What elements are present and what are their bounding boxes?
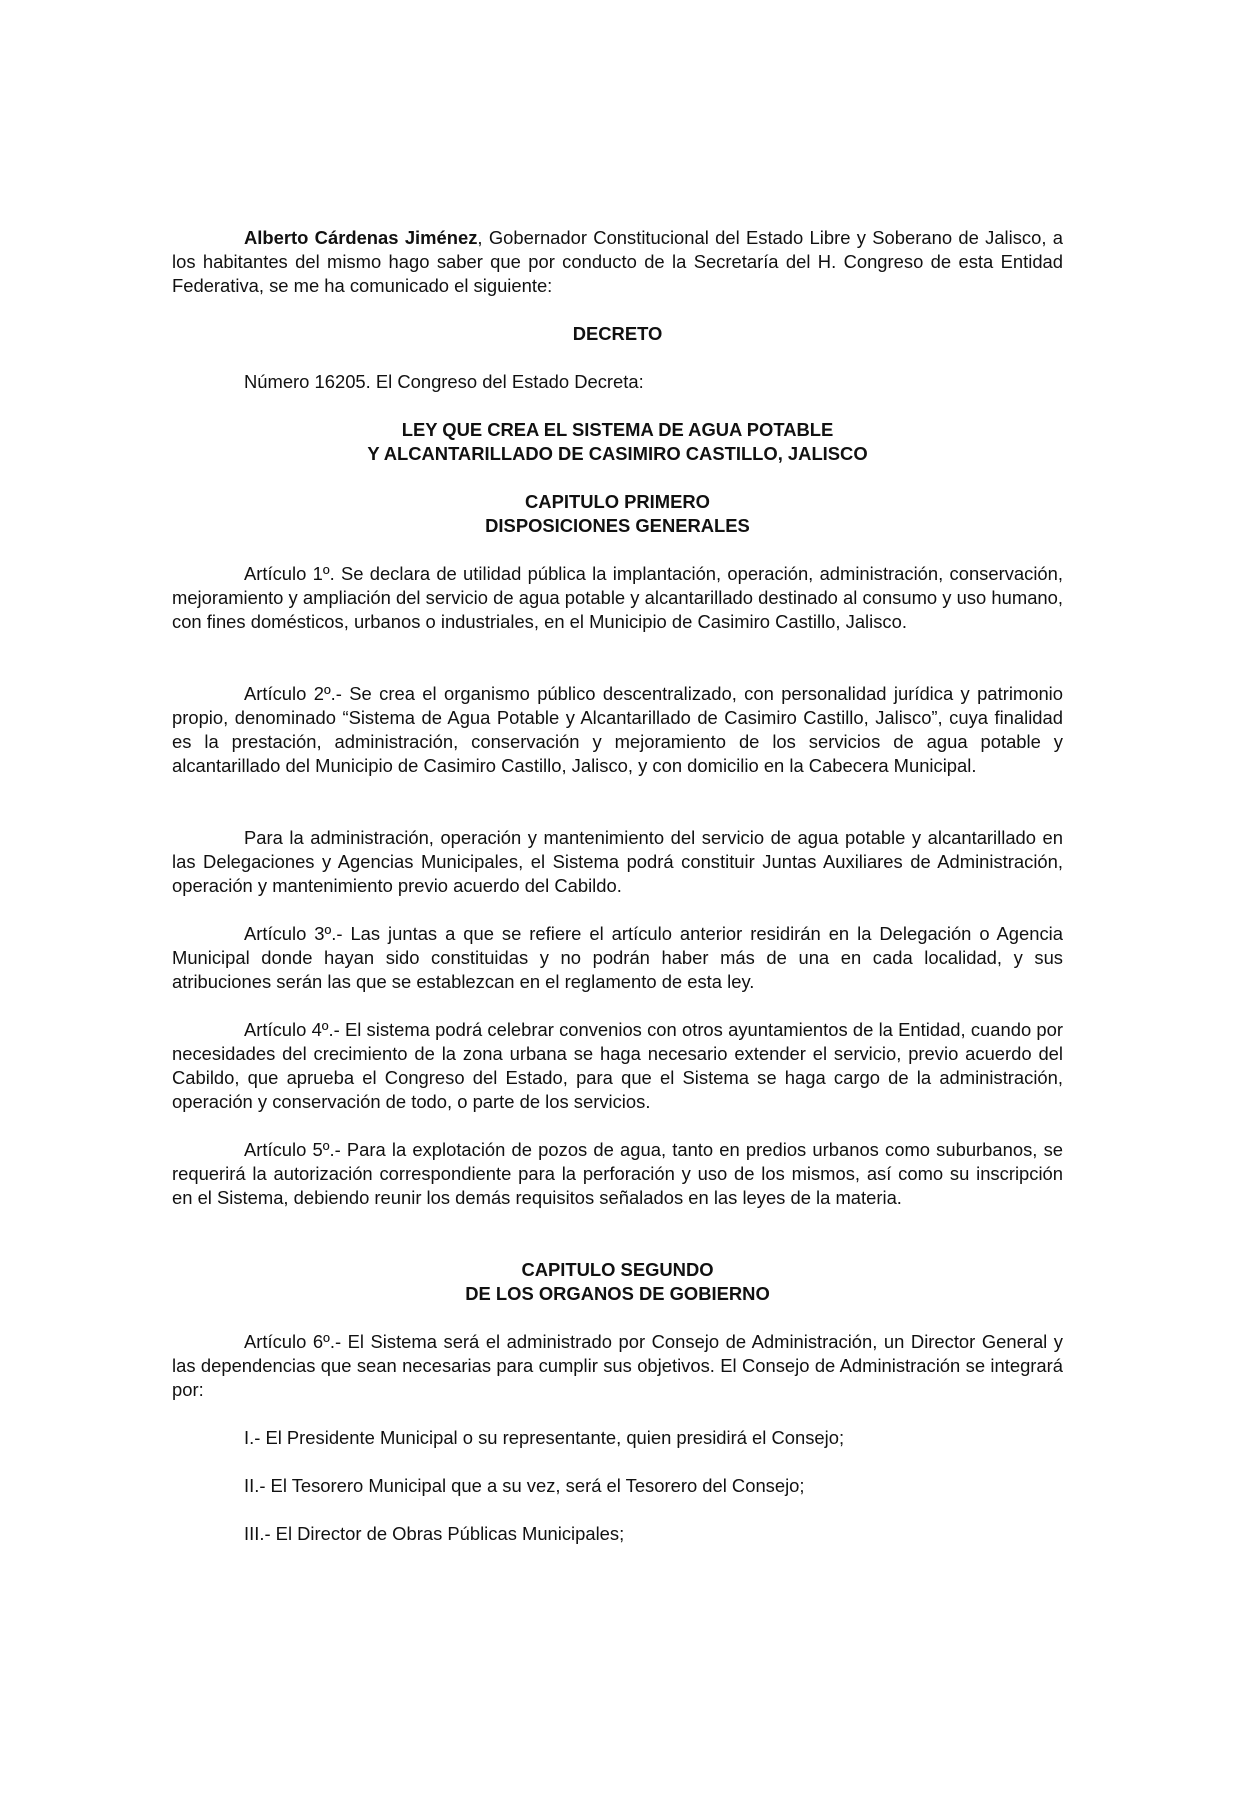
articulo-2: Artículo 2º.- Se crea el organismo público descentralizado, con personalidad jurídica y patrimonio propio, denominado “Sistema de Agua Potable y Alcantarillado de Casimiro Castillo, Jalisco”, cuya finalidad es la prestación, administración, conservación y mejoramiento de los servicios de agua potable y alcantarillado del Municipio de Casimiro Castillo, Jalisco, y con domicilio en la Cabecera Municipal.: [172, 683, 1063, 776]
governor-name: Alberto Cárdenas Jiménez: [244, 227, 478, 248]
ley-title-line2: Y ALCANTARILLADO DE CASIMIRO CASTILLO, JALISCO: [367, 443, 868, 464]
capitulo-primero-title: CAPITULO PRIMERO: [525, 491, 710, 512]
capitulo-segundo-subtitle: DE LOS ORGANOS DE GOBIERNO: [465, 1283, 770, 1304]
articulo-6: Artículo 6º.- El Sistema será el administrado por Consejo de Administración, un Director General y las dependencias que sean necesarias para cumplir sus objetivos. El Consejo de Administración se integrará por:: [172, 1331, 1063, 1400]
fraccion-2: II.- El Tesorero Municipal que a su vez, será el Tesorero del Consejo;: [244, 1475, 805, 1496]
articulo-2-parrafo-2: Para la administración, operación y mantenimiento del servicio de agua potable y alcantarillado en las Delegaciones y Agencias Municipales, el Sistema podrá constituir Juntas Auxiliares de Administración, operación y mantenimiento previo acuerdo del Cabildo.: [172, 827, 1063, 896]
ley-title: [172, 418, 1063, 466]
intro-paragraph: [172, 226, 1063, 298]
articulo-3: Artículo 3º.- Las juntas a que se refiere el artículo anterior residirán en la Delegación o Agencia Municipal donde hayan sido constituidas y no podrán haber más de una en cada localidad, y sus atribuciones serán las que se establezcan en el reglamento de esta ley.: [172, 923, 1063, 992]
capitulo-segundo-title: CAPITULO SEGUNDO: [521, 1259, 714, 1280]
decreto-title: DECRETO: [572, 323, 663, 344]
fraccion-1: I.- El Presidente Municipal o su representante, quien presidirá el Consejo;: [244, 1427, 845, 1448]
fraccion-3: III.- El Director de Obras Públicas Municipales;: [244, 1523, 625, 1544]
ley-title-line1: LEY QUE CREA EL SISTEMA DE AGUA POTABLE: [401, 419, 834, 440]
articulo-4: Artículo 4º.- El sistema podrá celebrar convenios con otros ayuntamientos de la Entidad, cuando por necesidades del crecimiento de la zona urbana se haga necesario extender el servicio, previo acuerdo del Cabildo, que aprueba el Congreso del Estado, para que el Sistema se haga cargo de la administración, operación y conservación de todo, o parte de los servicios.: [172, 1019, 1063, 1112]
capitulo-segundo-heading: [172, 1258, 1063, 1306]
capitulo-primero-subtitle: DISPOSICIONES GENERALES: [485, 515, 750, 536]
capitulo-primero-heading: [172, 490, 1063, 538]
decreto-numero: Número 16205. El Congreso del Estado Decreta:: [244, 371, 644, 392]
articulo-5: Artículo 5º.- Para la explotación de pozos de agua, tanto en predios urbanos como suburbanos, se requerirá la autorización correspondiente para la perforación y uso de los mismos, así como su inscripción en el Sistema, debiendo reunir los demás requisitos señalados en las leyes de la materia.: [172, 1139, 1063, 1208]
articulo-1: Artículo 1º. Se declara de utilidad pública la implantación, operación, administración, conservación, mejoramiento y ampliación del servicio de agua potable y alcantarillado destinado al consumo y uso humano, con fines domésticos, urbanos o industriales, en el Municipio de Casimiro Castillo, Jalisco.: [172, 563, 1063, 632]
intro-text: , Gobernador Constitucional del Estado Libre y Soberano de Jalisco, a los habitantes del mismo hago saber que por conducto de la Secretaría del H. Congreso de esta Entidad Federativa, se me ha comunicado el siguiente:: [172, 227, 1063, 296]
